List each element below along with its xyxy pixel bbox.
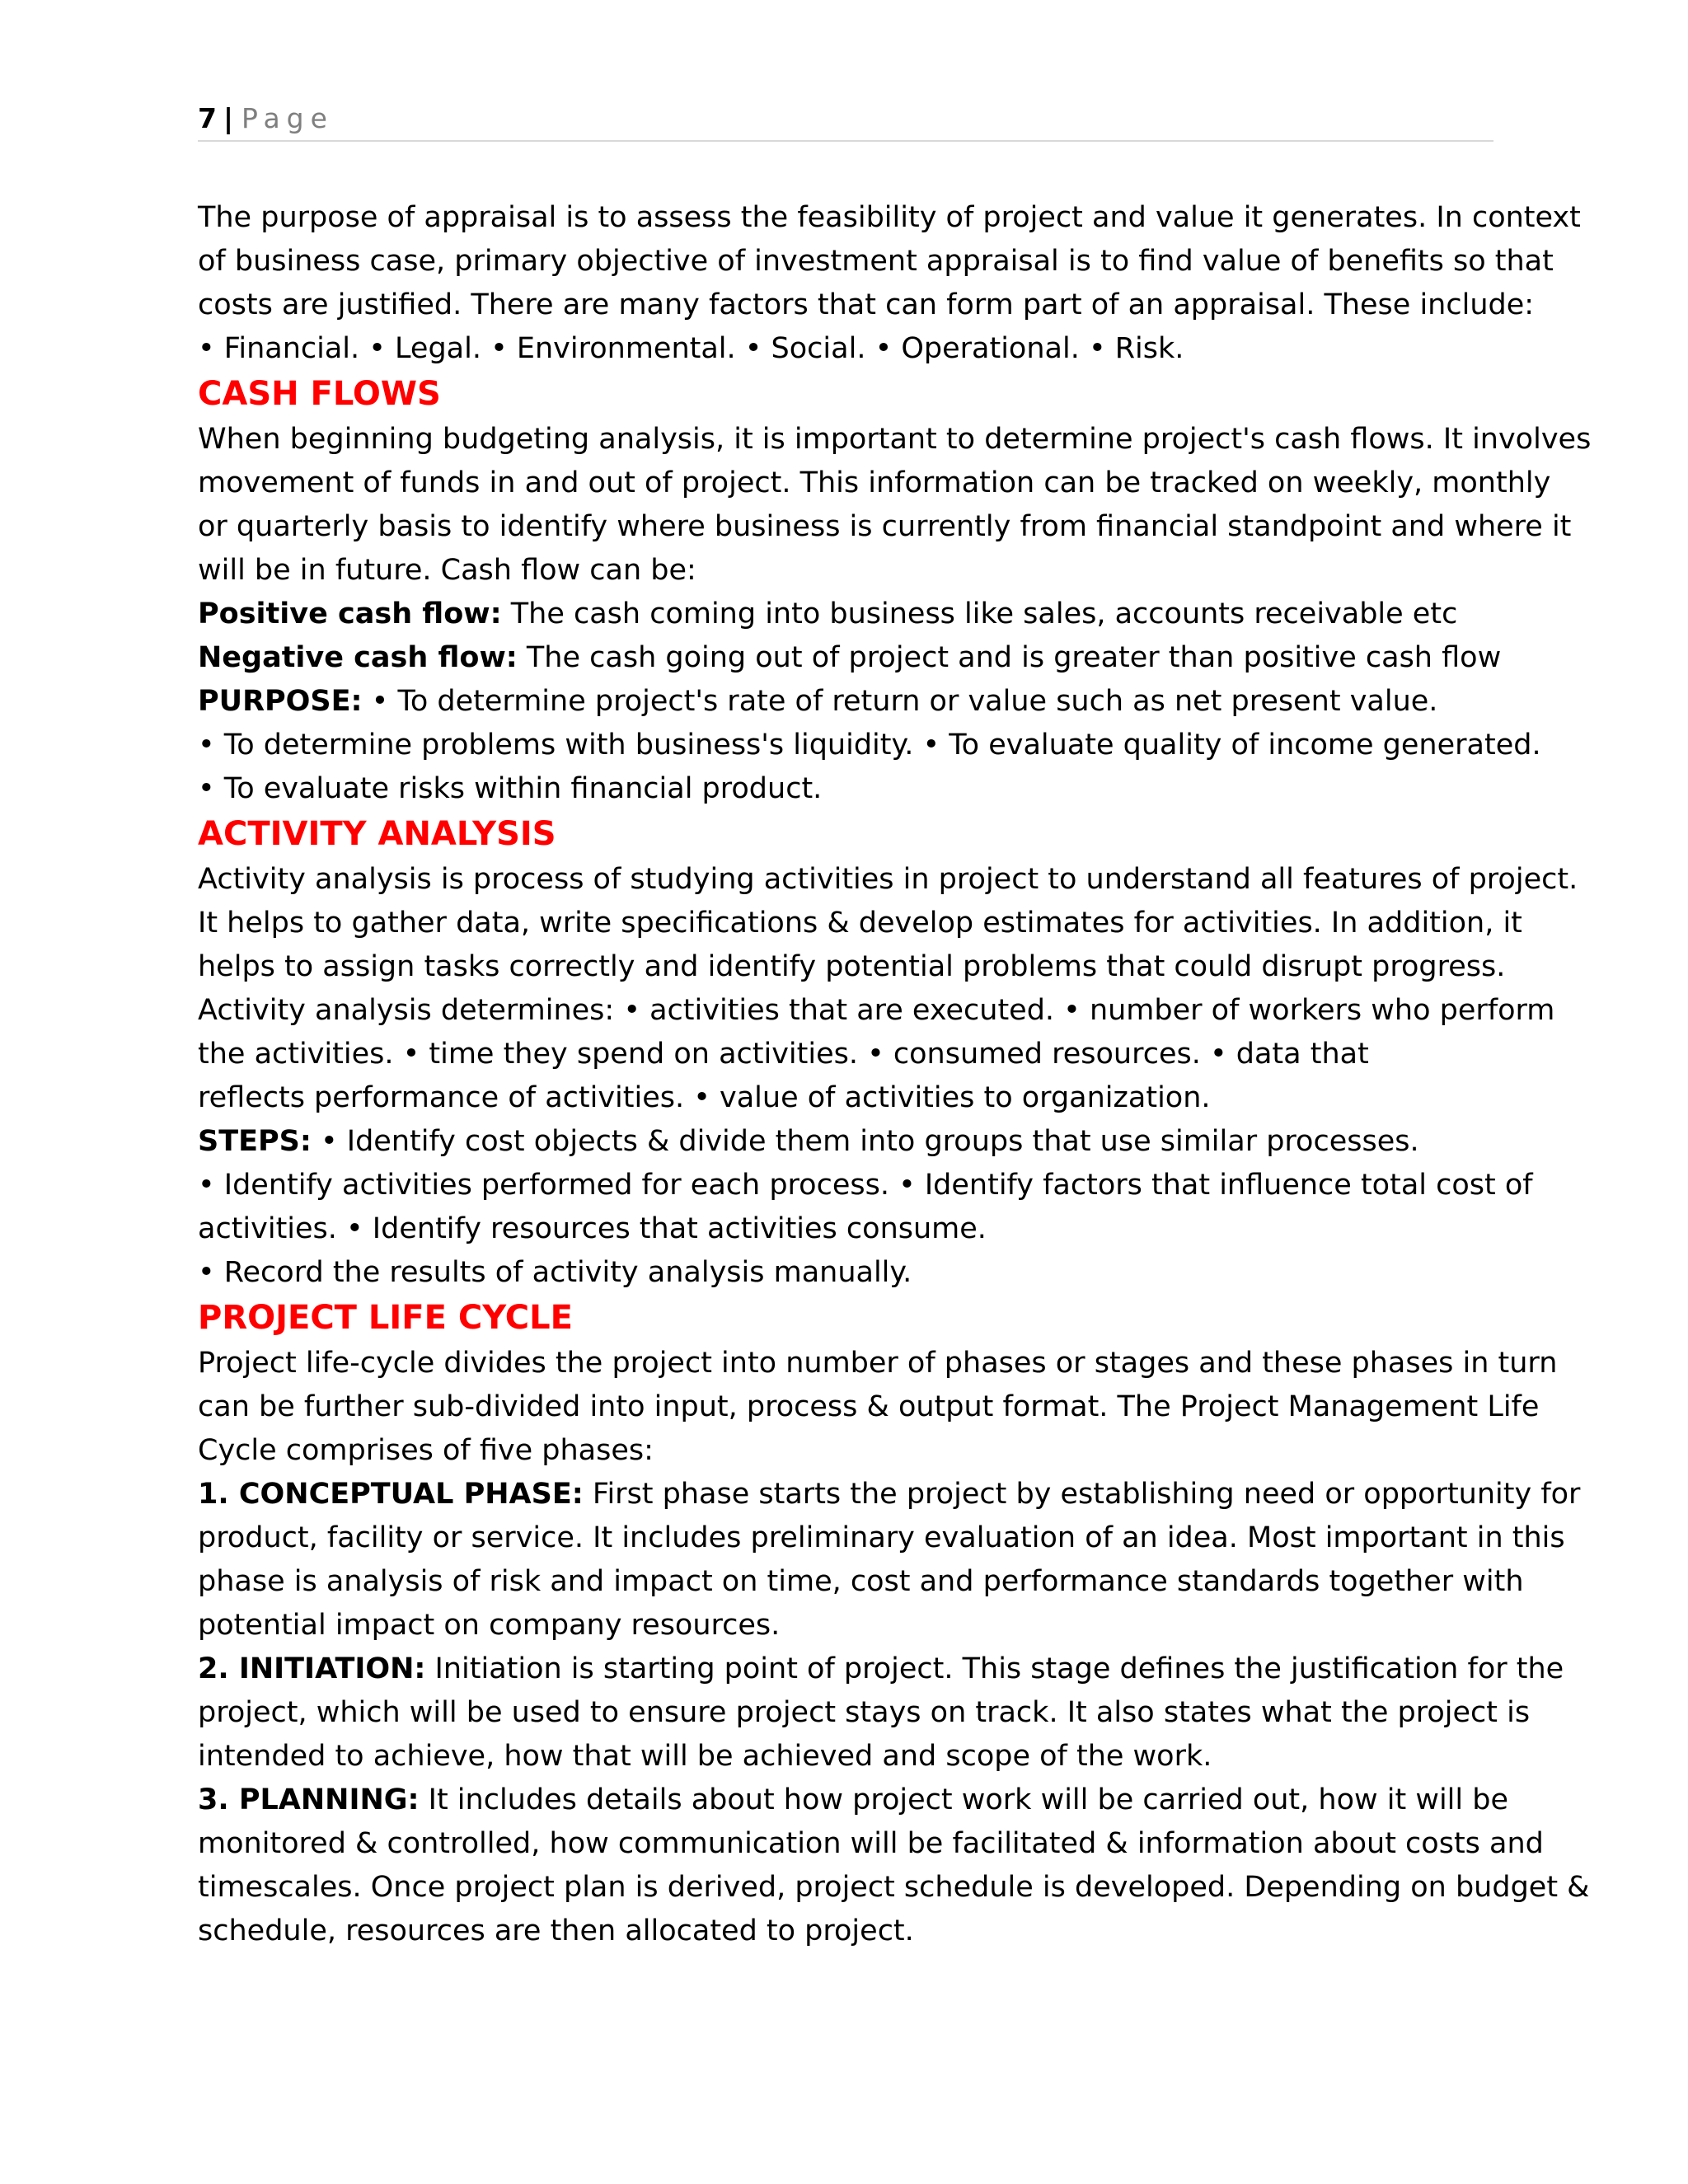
positive-cash-flow-text: The cash coming into business like sales, accounts receivable etc: [501, 598, 1458, 630]
text-line: [198, 1779, 1508, 1822]
text-line: schedule, resources are then allocated to project.: [198, 1915, 914, 1947]
intro-paragraph: [198, 196, 1581, 371]
text-line: can be further sub-divided into input, process & output format. The Project Management Life: [198, 1390, 1540, 1423]
text-line: product, facility or service. It includes preliminary evaluation of an idea. Most important in this: [198, 1521, 1565, 1554]
text-line: Activity analysis determines: • activities that are executed. • number of workers who perform: [198, 994, 1555, 1027]
page-label: Page: [241, 102, 334, 134]
text-line: phase is analysis of risk and impact on time, cost and performance standards together with: [198, 1565, 1524, 1598]
page-header: [198, 97, 1493, 142]
steps-text: • Identify cost objects & divide them into groups that use similar processes.: [311, 1125, 1419, 1158]
phase-1-text: First phase starts the project by establishing need or opportunity for: [583, 1478, 1581, 1511]
text-line: or quarterly basis to identify where business is currently from financial standpoint and where it: [198, 510, 1572, 543]
text-line: the activities. • time they spend on activities. • consumed resources. • data that: [198, 1038, 1369, 1071]
page-separator: |: [223, 102, 234, 134]
text-line: intended to achieve, how that will be achieved and scope of the work.: [198, 1740, 1212, 1773]
heading-activity-analysis: ACTIVITY ANALYSIS: [198, 815, 556, 853]
phase-3-label: 3. PLANNING:: [198, 1783, 420, 1816]
phase-2-text: Initiation is starting point of project. This stage defines the justification for the: [425, 1652, 1564, 1685]
negative-cash-flow-label: Negative cash flow:: [198, 641, 518, 674]
text-line: [198, 1647, 1564, 1691]
activity-analysis-section: [198, 858, 1578, 1295]
text-line: • Record the results of activity analysis manually.: [198, 1256, 912, 1289]
phase-3-text: It includes details about how project work will be carried out, how it will be: [419, 1783, 1508, 1816]
text-line: reflects performance of activities. • value of activities to organization.: [198, 1081, 1211, 1114]
text-line: [198, 1473, 1581, 1516]
page-content: [198, 196, 1592, 1953]
steps-label: STEPS:: [198, 1125, 312, 1158]
text-line: [198, 593, 1508, 636]
text-line: potential impact on company resources.: [198, 1609, 781, 1642]
text-line: [198, 636, 1508, 680]
text-line: It helps to gather data, write specifications & develop estimates for activities. In addition, it: [198, 907, 1522, 940]
text-line: Activity analysis is process of studying activities in project to understand all features of project.: [198, 863, 1578, 896]
page-number: 7: [198, 102, 217, 134]
text-line: When beginning budgeting analysis, it is important to determine project's cash flows. It involves: [198, 423, 1592, 456]
text-line: project, which will be used to ensure project stays on track. It also states what the project is: [198, 1696, 1531, 1729]
phase-2-label: 2. INITIATION:: [198, 1652, 426, 1685]
purpose-label: PURPOSE:: [198, 685, 363, 718]
heading-cash-flows: CASH FLOWS: [198, 375, 441, 413]
text-line: monitored & controlled, how communication will be facilitated & information about costs and: [198, 1827, 1544, 1860]
text-line: The purpose of appraisal is to assess the feasibility of project and value it generates. In context: [198, 201, 1581, 234]
text-line: timescales. Once project plan is derived, project schedule is developed. Depending on budget &: [198, 1871, 1590, 1904]
text-line: • Identify activities performed for each process. • Identify factors that influence total cost of: [198, 1169, 1533, 1202]
text-line: [198, 680, 1508, 724]
text-line: • To determine problems with business's liquidity. • To evaluate quality of income generated.: [198, 729, 1541, 762]
text-line: of business case, primary objective of investment appraisal is to find value of benefits so that: [198, 245, 1554, 278]
text-line: • Financial. • Legal. • Environmental. • Social. • Operational. • Risk.: [198, 332, 1184, 365]
heading-project-life-cycle: PROJECT LIFE CYCLE: [198, 1299, 573, 1337]
text-line: costs are justified. There are many factors that can form part of an appraisal. These include:: [198, 288, 1535, 321]
text-line: Cycle comprises of five phases:: [198, 1434, 654, 1467]
positive-cash-flow-label: Positive cash flow:: [198, 598, 502, 630]
text-line: [198, 1120, 1508, 1164]
cash-flows-section: [198, 418, 1592, 811]
text-line: movement of funds in and out of project. This information can be tracked on weekly, monthly: [198, 466, 1551, 499]
text-line: • To evaluate risks within financial product.: [198, 772, 823, 805]
text-line: helps to assign tasks correctly and identify potential problems that could disrupt progress.: [198, 950, 1506, 983]
purpose-text: • To determine project's rate of return or value such as net present value.: [362, 685, 1438, 718]
text-line: will be in future. Cash flow can be:: [198, 554, 696, 587]
project-life-cycle-section: [198, 1342, 1590, 1953]
phase-1-label: 1. CONCEPTUAL PHASE:: [198, 1478, 584, 1511]
negative-cash-flow-text: The cash going out of project and is greater than positive cash flow: [517, 641, 1502, 674]
text-line: activities. • Identify resources that activities consume.: [198, 1212, 987, 1245]
text-line: Project life-cycle divides the project into number of phases or stages and these phases in turn: [198, 1347, 1558, 1380]
